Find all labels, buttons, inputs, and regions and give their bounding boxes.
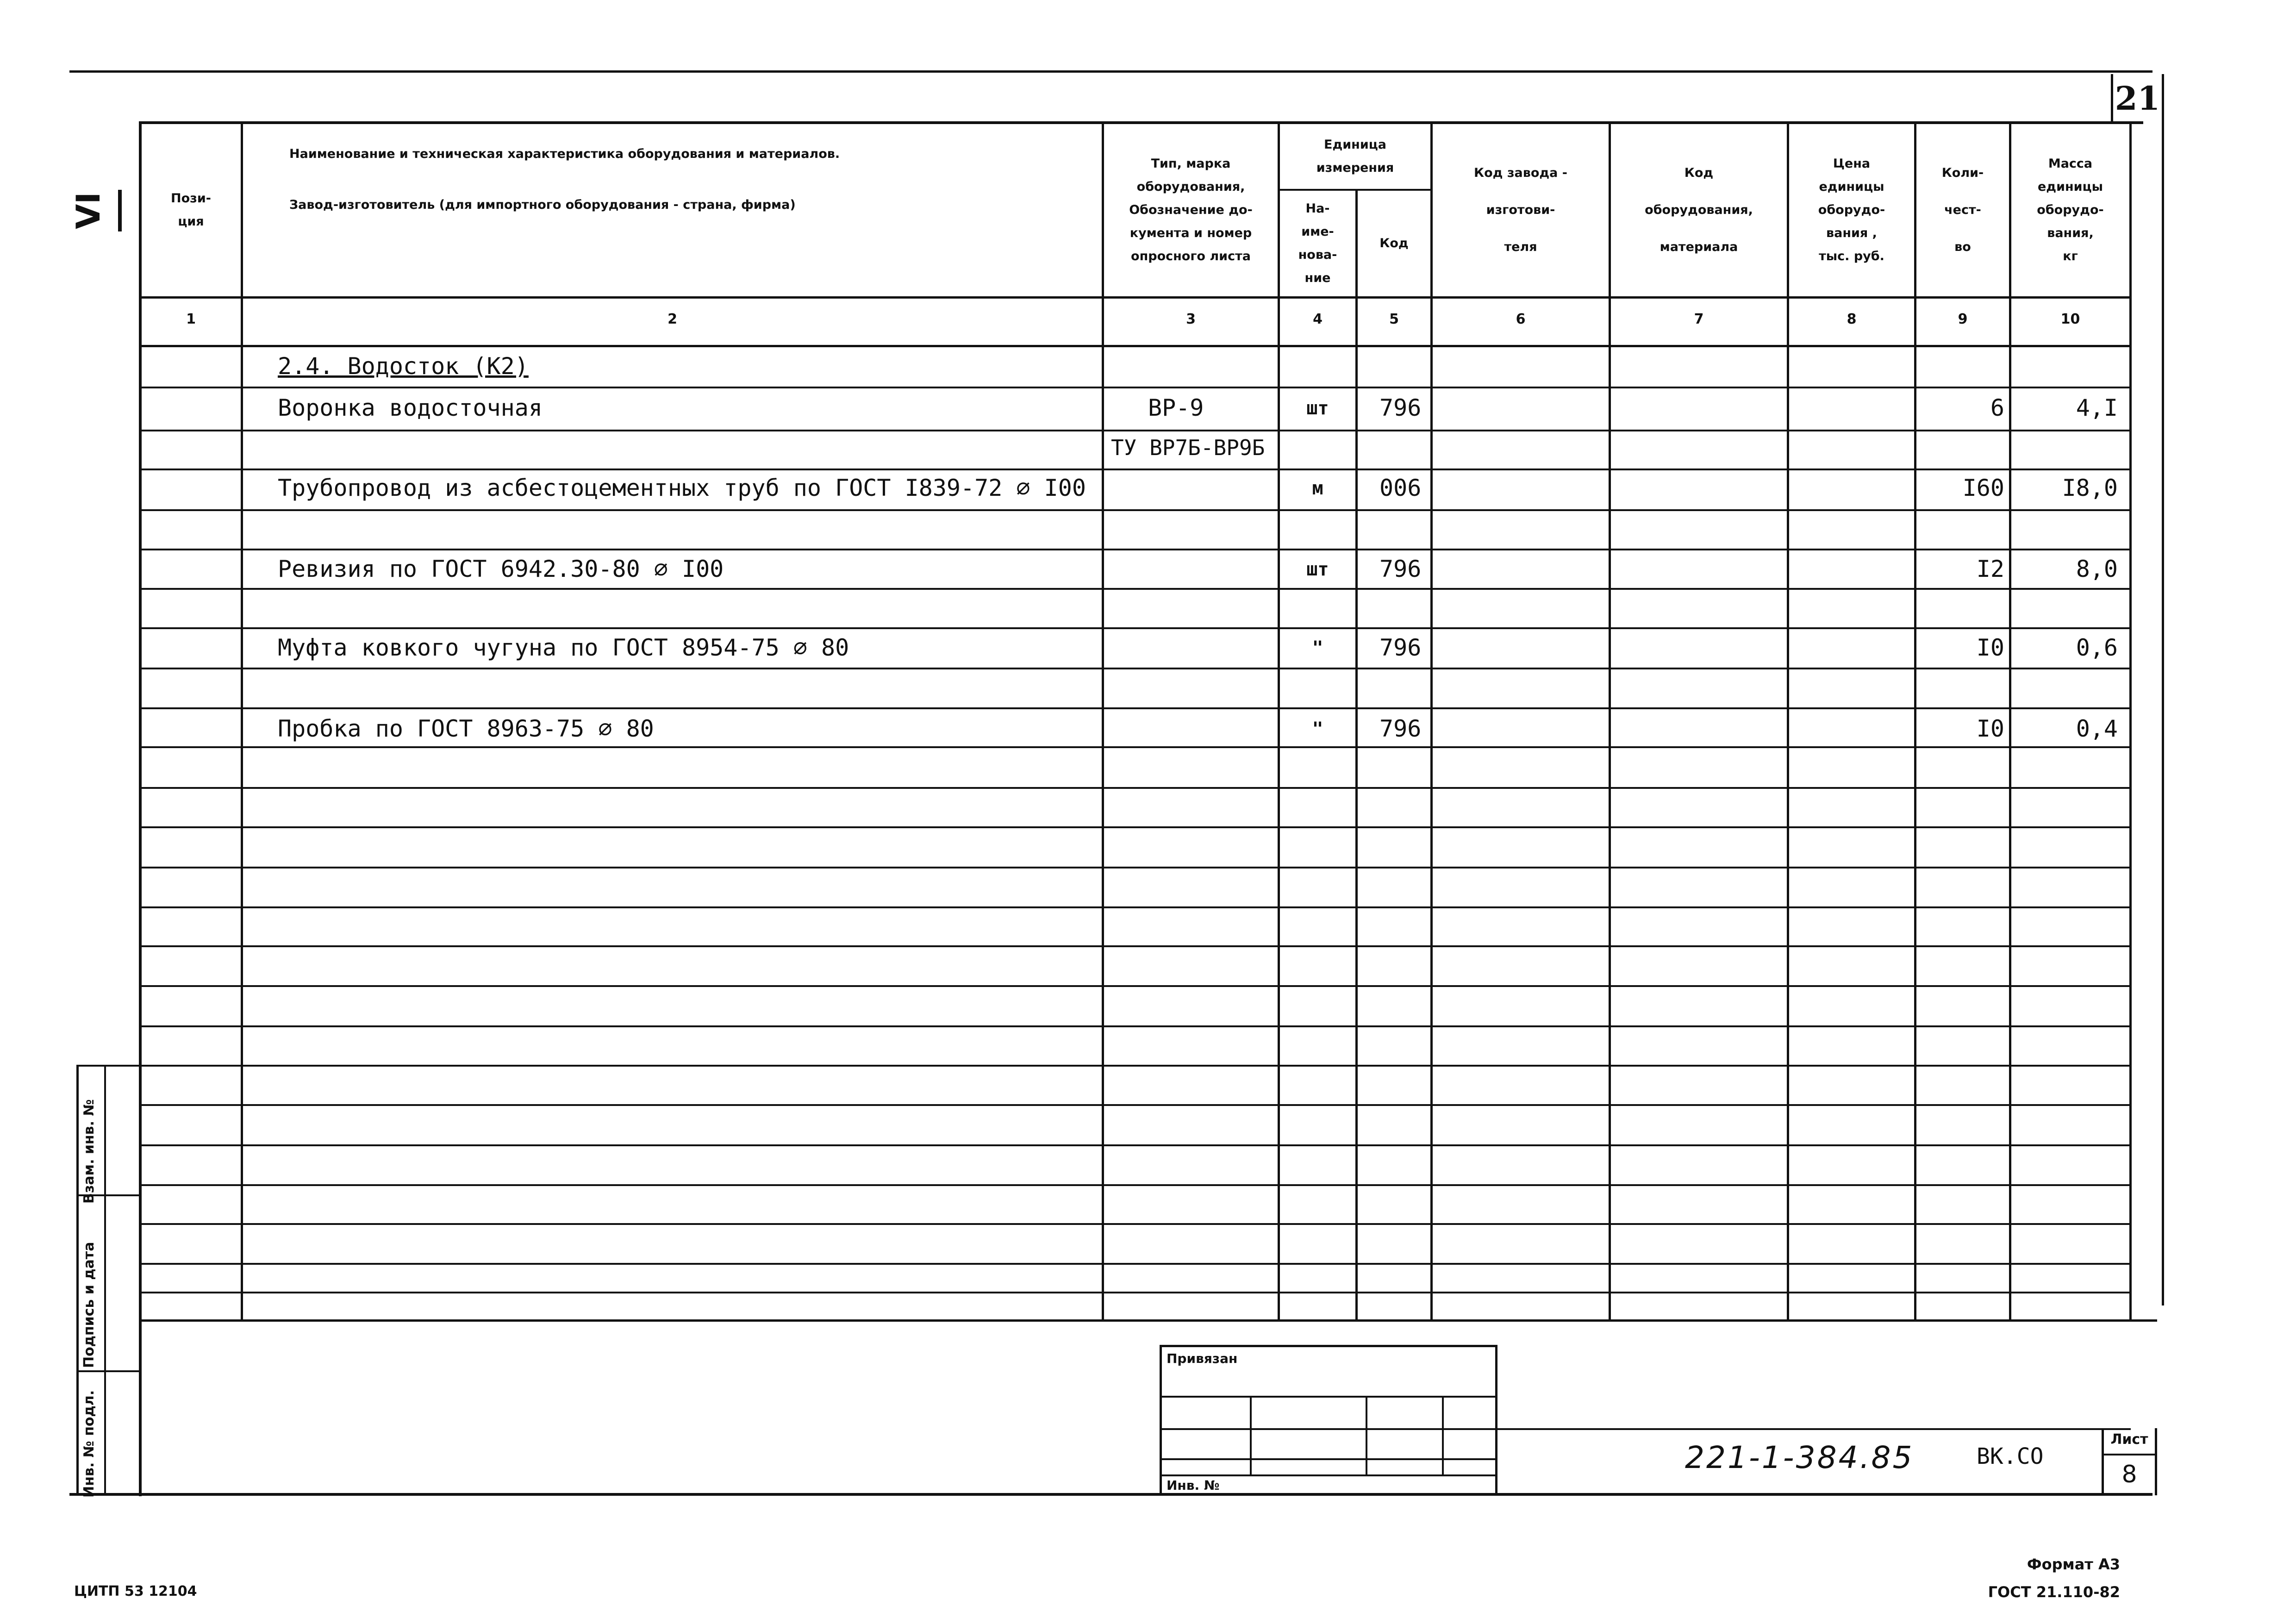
row-4-name: Муфта ковкого чугуна по ГОСТ 8954-75 ∅ 80 — [278, 634, 849, 661]
sheet-box-right — [2155, 1428, 2157, 1495]
col-num-2: 2 — [668, 311, 677, 327]
col-num-9: 9 — [1958, 311, 1968, 327]
row-2-code: 006 — [1379, 475, 1422, 501]
stamp-title-line — [1497, 1428, 2131, 1430]
side-stamp-line — [76, 1370, 141, 1372]
stamp-doc-number: 221-1-384.85 — [1685, 1440, 1914, 1475]
stamp-line — [1160, 1474, 1497, 1476]
stamp-col-line — [1366, 1396, 1367, 1474]
row-line — [139, 509, 2129, 511]
header-col-8: Цена единицы оборудо- вания , тыс. руб. — [1818, 156, 1885, 263]
row-5-code: 796 — [1379, 715, 1422, 742]
header-col-7: Код оборудования, материала — [1645, 166, 1753, 254]
row-4-qty: I0 — [1976, 634, 2004, 661]
row-2-qty: I60 — [1962, 475, 2004, 501]
stamp-line — [1160, 1458, 1497, 1460]
row-line — [139, 668, 2129, 669]
col-num-6: 6 — [1516, 311, 1526, 327]
col-num-4: 4 — [1313, 311, 1323, 327]
row-line — [139, 430, 2129, 431]
sheet-box-divider — [2102, 1454, 2157, 1455]
side-stamp-border — [76, 1065, 79, 1495]
row-line — [139, 746, 2129, 748]
table-right-border — [2129, 121, 2132, 1320]
header-col-2: Наименование и техническая характеристика оборудования и материалов. Завод-изготовитель (для импортного оборудования - страна, фирма) — [289, 147, 840, 212]
row-4-unit: " — [1312, 637, 1323, 659]
row-line — [139, 627, 2129, 629]
header-col-4: На- име- нова- ние — [1298, 201, 1337, 285]
row-3-code: 796 — [1379, 556, 1422, 582]
margin-mark: VI — [69, 192, 107, 229]
header-col-9: Коли- чест- во — [1941, 166, 1984, 254]
row-2-unit: м — [1312, 478, 1323, 499]
row-1-mass: 4,I — [2076, 394, 2118, 421]
col-line-1 — [241, 121, 243, 1320]
header-col-6: Код завода - изготови- теля — [1474, 166, 1567, 254]
col-num-7: 7 — [1694, 311, 1704, 327]
row-1-code: 796 — [1379, 394, 1422, 421]
header-col-1: Пози- ция — [171, 191, 211, 229]
side-stamp-divider — [104, 1065, 106, 1495]
stamp-sheet-label: Лист — [2110, 1431, 2148, 1448]
col-line-7 — [1787, 121, 1789, 1320]
header-bottom-line — [139, 296, 2129, 299]
stamp-sheet-number: 8 — [2121, 1461, 2137, 1488]
row-5-name: Пробка по ГОСТ 8963-75 ∅ 80 — [278, 715, 654, 742]
frame-right-border — [2162, 74, 2164, 1305]
header-col-10: Масса единицы оборудо- вания, кг — [2037, 156, 2104, 263]
col-line-6 — [1609, 121, 1611, 1320]
row-line — [139, 1223, 2129, 1225]
row-3-name: Ревизия по ГОСТ 6942.30-80 ∅ I00 — [278, 556, 724, 582]
row-line — [139, 985, 2129, 987]
numbers-row-bottom-line — [139, 345, 2129, 347]
row-line — [139, 387, 2129, 388]
row-3-qty: I2 — [1976, 556, 2004, 582]
row-line — [139, 588, 2129, 590]
row-2-mass: I8,0 — [2062, 475, 2118, 501]
row-1-qty: 6 — [1990, 394, 2004, 421]
row-line — [139, 867, 2129, 868]
col-line-2 — [1102, 121, 1104, 1320]
row-line — [139, 1144, 2129, 1146]
footer-format: Формат А3 — [2027, 1555, 2120, 1573]
row-line — [139, 1025, 2129, 1027]
row-line — [139, 1065, 2129, 1067]
row-line — [139, 906, 2129, 908]
row-5-mass: 0,4 — [2076, 715, 2118, 742]
row-line — [139, 1292, 2129, 1293]
stamp-line — [1160, 1428, 1497, 1430]
row-1-name: Воронка водосточная — [278, 394, 543, 421]
row-1-type: ВР-9 — [1148, 394, 1204, 421]
row-line — [139, 826, 2129, 828]
stamp-right-border — [1495, 1345, 1497, 1495]
row-5-qty: I0 — [1976, 715, 2004, 742]
row-1-type-doc: ТУ ВР7Б-ВР9Б — [1111, 435, 1265, 460]
stamp-line — [1160, 1396, 1497, 1398]
row-4-code: 796 — [1379, 634, 1422, 661]
row-2-name: Трубопровод из асбестоцементных труб по ГОСТ I839-72 ∅ I00 — [278, 475, 1086, 501]
row-line — [139, 1104, 2129, 1106]
footer-left: ЦИТП 53 12104 — [74, 1583, 197, 1599]
col-num-5: 5 — [1389, 311, 1399, 327]
table-bottom-border — [139, 1319, 2157, 1322]
side-label-podpis: Подпись и дата — [81, 1242, 97, 1368]
col-line-5 — [1430, 121, 1433, 1320]
frame-bottom-border — [69, 1493, 2152, 1496]
top-rule — [69, 70, 2152, 73]
page-number: 21 — [2115, 79, 2160, 118]
stamp-top-border — [1160, 1345, 1497, 1347]
col-num-1: 1 — [186, 311, 196, 327]
row-1-unit: шт — [1306, 398, 1329, 419]
row-5-unit: " — [1312, 718, 1323, 740]
row-3-unit: шт — [1306, 559, 1329, 580]
stamp-privyazan-label: Привязан — [1167, 1351, 1238, 1366]
header-col-3: Тип, марка оборудования, Обозначение до- кумента и номер опросного листа — [1129, 156, 1253, 263]
row-line — [139, 787, 2129, 789]
col-line-4 — [1355, 190, 1358, 1320]
row-3-mass: 8,0 — [2076, 556, 2118, 582]
col-num-10: 10 — [2060, 311, 2080, 327]
stamp-left-border — [1160, 1345, 1162, 1495]
header-col-5: Код — [1379, 236, 1409, 250]
col-num-3: 3 — [1186, 311, 1196, 327]
stamp-doc-code: ВК.СО — [1977, 1443, 2044, 1469]
stamp-col-line — [1442, 1396, 1444, 1474]
stamp-col-line — [1250, 1396, 1252, 1474]
row-line — [139, 1184, 2129, 1186]
side-label-inv: Инв. № подл. — [81, 1390, 97, 1498]
row-line — [139, 468, 2129, 470]
row-line — [139, 1263, 2129, 1265]
col-num-8: 8 — [1847, 311, 1857, 327]
stamp-inv-label: Инв. № — [1167, 1478, 1220, 1493]
footer-gost: ГОСТ 21.110-82 — [1988, 1583, 2120, 1601]
side-label-vzam: Взам. инв. № — [81, 1099, 97, 1204]
row-line — [139, 707, 2129, 709]
row-line — [139, 945, 2129, 947]
header-unit-group: Единица измерения — [1316, 137, 1394, 175]
section-title: 2.4. Водосток (К2) — [278, 353, 529, 380]
frame-left-border — [139, 121, 142, 1496]
row-line — [139, 549, 2129, 550]
row-4-mass: 0,6 — [2076, 634, 2118, 661]
margin-mark-underline — [118, 190, 122, 231]
